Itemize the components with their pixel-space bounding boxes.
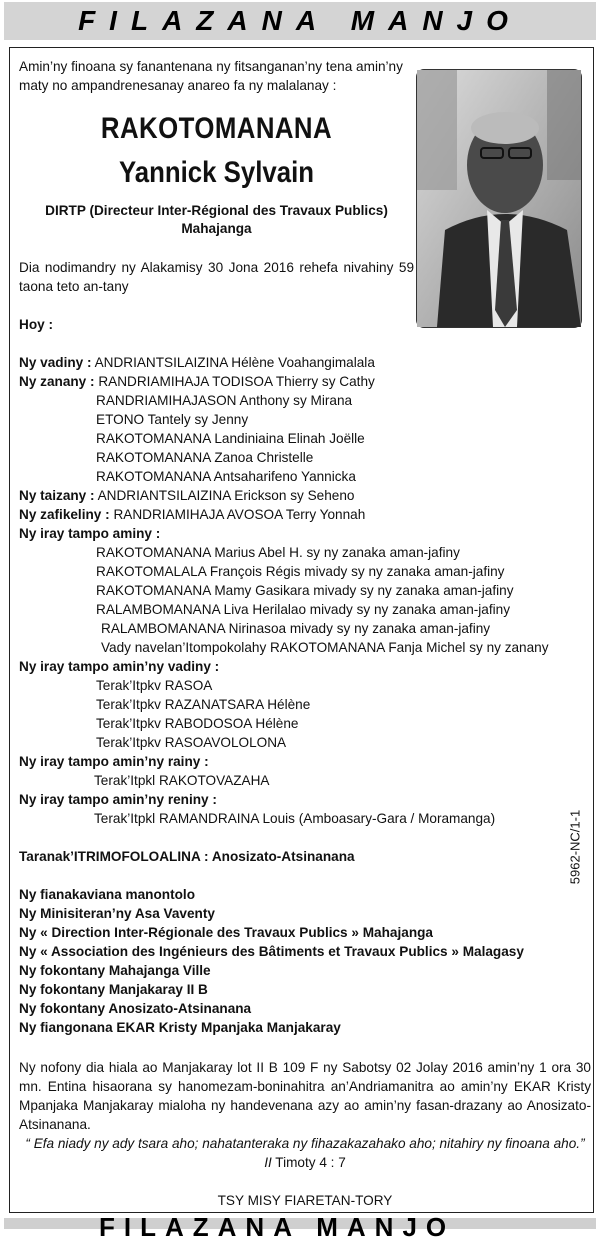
bible-reference-verse: Timoty 4 : 7 bbox=[271, 1155, 346, 1170]
sibling-name: Vady navelan’Itompokolahy RAKOTOMANANA Fanja Michel sy ny zanany bbox=[101, 640, 549, 655]
grandchildren-row bbox=[19, 505, 365, 524]
organization-item: Ny fianakaviana manontolo bbox=[19, 887, 196, 902]
sibling-name: RAKOTOMANANA Marius Abel H. sy ny zanaka aman-jafiny bbox=[96, 545, 460, 560]
foster-children-label: Ny taizany : bbox=[19, 488, 95, 503]
deceased-given-names: Yannick Sylvain bbox=[118, 156, 315, 189]
ad-reference-code-text: 5962-NC/1-1 bbox=[567, 809, 583, 885]
hoy-label: Hoy : bbox=[19, 317, 53, 332]
siblings-label: Ny iray tampo aminy : bbox=[19, 526, 161, 541]
spouse-siblings-label: Ny iray tampo amin’ny vadiny : bbox=[19, 659, 220, 674]
father-siblings-label: Ny iray tampo amin’ny rainy : bbox=[19, 754, 209, 769]
father-sibling-name: Terak’Itpkl RAKOTOVAZAHA bbox=[94, 773, 270, 788]
intro-text: Amin’ny finoana sy fanantenana ny fitsanganan’ny tena amin’ny maty no ampandrenesanay anareo fa ny malalanay : bbox=[19, 59, 403, 93]
spouse-label: Ny vadiny : bbox=[19, 355, 92, 370]
child-name: RAKOTOMANANA Zanoa Christelle bbox=[96, 450, 314, 465]
spouse-sibling-name: Terak’Itpkv RASOA bbox=[96, 678, 213, 693]
grandchildren-label: Ny zafikeliny : bbox=[19, 507, 110, 522]
sibling-name: RAKOTOMANANA Mamy Gasikara mivady sy ny zanaka aman-jafiny bbox=[96, 583, 514, 598]
portrait-photo bbox=[416, 69, 582, 328]
mother-sibling-name: Terak’Itpkl RAMANDRAINA Louis (Amboasary-Gara / Moramanga) bbox=[94, 811, 496, 826]
child-name: RANDRIAMIHAJA TODISOA Thierry sy Cathy bbox=[98, 374, 375, 389]
lineage-line: Taranak’ITRIMOFOLOALINA : Anosizato-Atsinanana bbox=[19, 849, 355, 864]
bible-quote: “ Efa niady ny ady tsara aho; nahatanteraka ny fihazakazahako aho; nitahiry ny finoana aho.” bbox=[25, 1136, 585, 1151]
organization-item: Ny fokontany Anosizato-Atsinanana bbox=[19, 1001, 252, 1016]
child-name: RANDRIAMIHAJASON Anthony sy Mirana bbox=[96, 393, 353, 408]
spouse-sibling-name: Terak’Itpkv RAZANATSARA Hélène bbox=[96, 697, 311, 712]
foster-children-names: ANDRIANTSILAIZINA Erickson sy Seheno bbox=[97, 488, 355, 503]
notice-header bbox=[4, 2, 596, 40]
child-name: RAKOTOMANANA Antsaharifeno Yannicka bbox=[96, 469, 356, 484]
sibling-name: RAKOTOMALALA François Régis mivady sy ny zanaka aman-jafiny bbox=[96, 564, 505, 579]
death-notice: Dia nodimandry ny Alakamisy 30 Jona 2016 rehefa nivahiny 59 taona teto an-tany bbox=[19, 260, 414, 294]
foster-children-row bbox=[19, 486, 354, 505]
deceased-location: Mahajanga bbox=[181, 221, 252, 236]
deceased-surname: RAKOTOMANANA bbox=[100, 112, 333, 145]
grandchildren-names: RANDRIAMIHAJA AVOSOA Terry Yonnah bbox=[113, 507, 366, 522]
spouse-sibling-name: Terak’Itpkv RABODOSOA Hélène bbox=[96, 716, 299, 731]
funeral-details: Ny nofony dia hiala ao Manjakaray lot II B 109 F ny Sabotsy 02 Jolay 2016 amin’ny 1 ora 30 mn. Entina hisaorana sy hanomezam-boninahitra an’Andriamanitra ao amin’ny EKAR Kristy Mpanjaka Manjakaray mialoha ny handevenana azy ao amin’ny fasan-drazany ao Anosizato-Atsinanana. bbox=[19, 1060, 591, 1132]
sibling-name: RALAMBOMANANA Nirinasoa mivady sy ny zanaka aman-jafiny bbox=[101, 621, 491, 636]
organization-item: Ny fokontany Mahajanga Ville bbox=[19, 963, 211, 978]
mother-siblings-label: Ny iray tampo amin’ny reniny : bbox=[19, 792, 217, 807]
organization-item: Ny fiangonana EKAR Kristy Mpanjaka Manjakaray bbox=[19, 1020, 341, 1035]
children-row bbox=[19, 372, 375, 391]
portrait-image bbox=[417, 70, 581, 327]
next-notice-header bbox=[4, 1212, 596, 1242]
organization-item: Ny « Direction Inter-Régionale des Travaux Publics » Mahajanga bbox=[19, 925, 433, 940]
next-notice-header-title: FILAZANA MANJO bbox=[99, 1212, 456, 1242]
ad-reference-code bbox=[565, 809, 585, 885]
organization-item: Ny fokontany Manjakaray II B bbox=[19, 982, 208, 997]
spouse-name: ANDRIANTSILAIZINA Hélène Voahangimalala bbox=[94, 355, 375, 370]
child-name: RAKOTOMANANA Landiniaina Elinah Joëlle bbox=[96, 431, 365, 446]
closing-note: TSY MISY FIARETAN-TORY bbox=[217, 1193, 393, 1208]
spouse-row bbox=[19, 353, 375, 372]
children-label: Ny zanany : bbox=[19, 374, 95, 389]
deceased-title: DIRTP (Directeur Inter-Régional des Travaux Publics) bbox=[45, 203, 388, 218]
notice-header-title: FILAZANA MANJO bbox=[78, 5, 522, 36]
spouse-sibling-name: Terak’Itpkv RASOAVOLOLONA bbox=[96, 735, 287, 750]
sibling-name: RALAMBOMANANA Liva Herilalao mivady sy ny zanaka aman-jafiny bbox=[96, 602, 511, 617]
bible-reference bbox=[19, 1153, 591, 1172]
bible-reference-book: II bbox=[264, 1155, 272, 1170]
organization-item: Ny « Association des Ingénieurs des Bâtiments et Travaux Publics » Malagasy bbox=[19, 944, 524, 959]
organization-item: Ny Minisiteran’ny Asa Vaventy bbox=[19, 906, 215, 921]
child-name: ETONO Tantely sy Jenny bbox=[96, 412, 249, 427]
